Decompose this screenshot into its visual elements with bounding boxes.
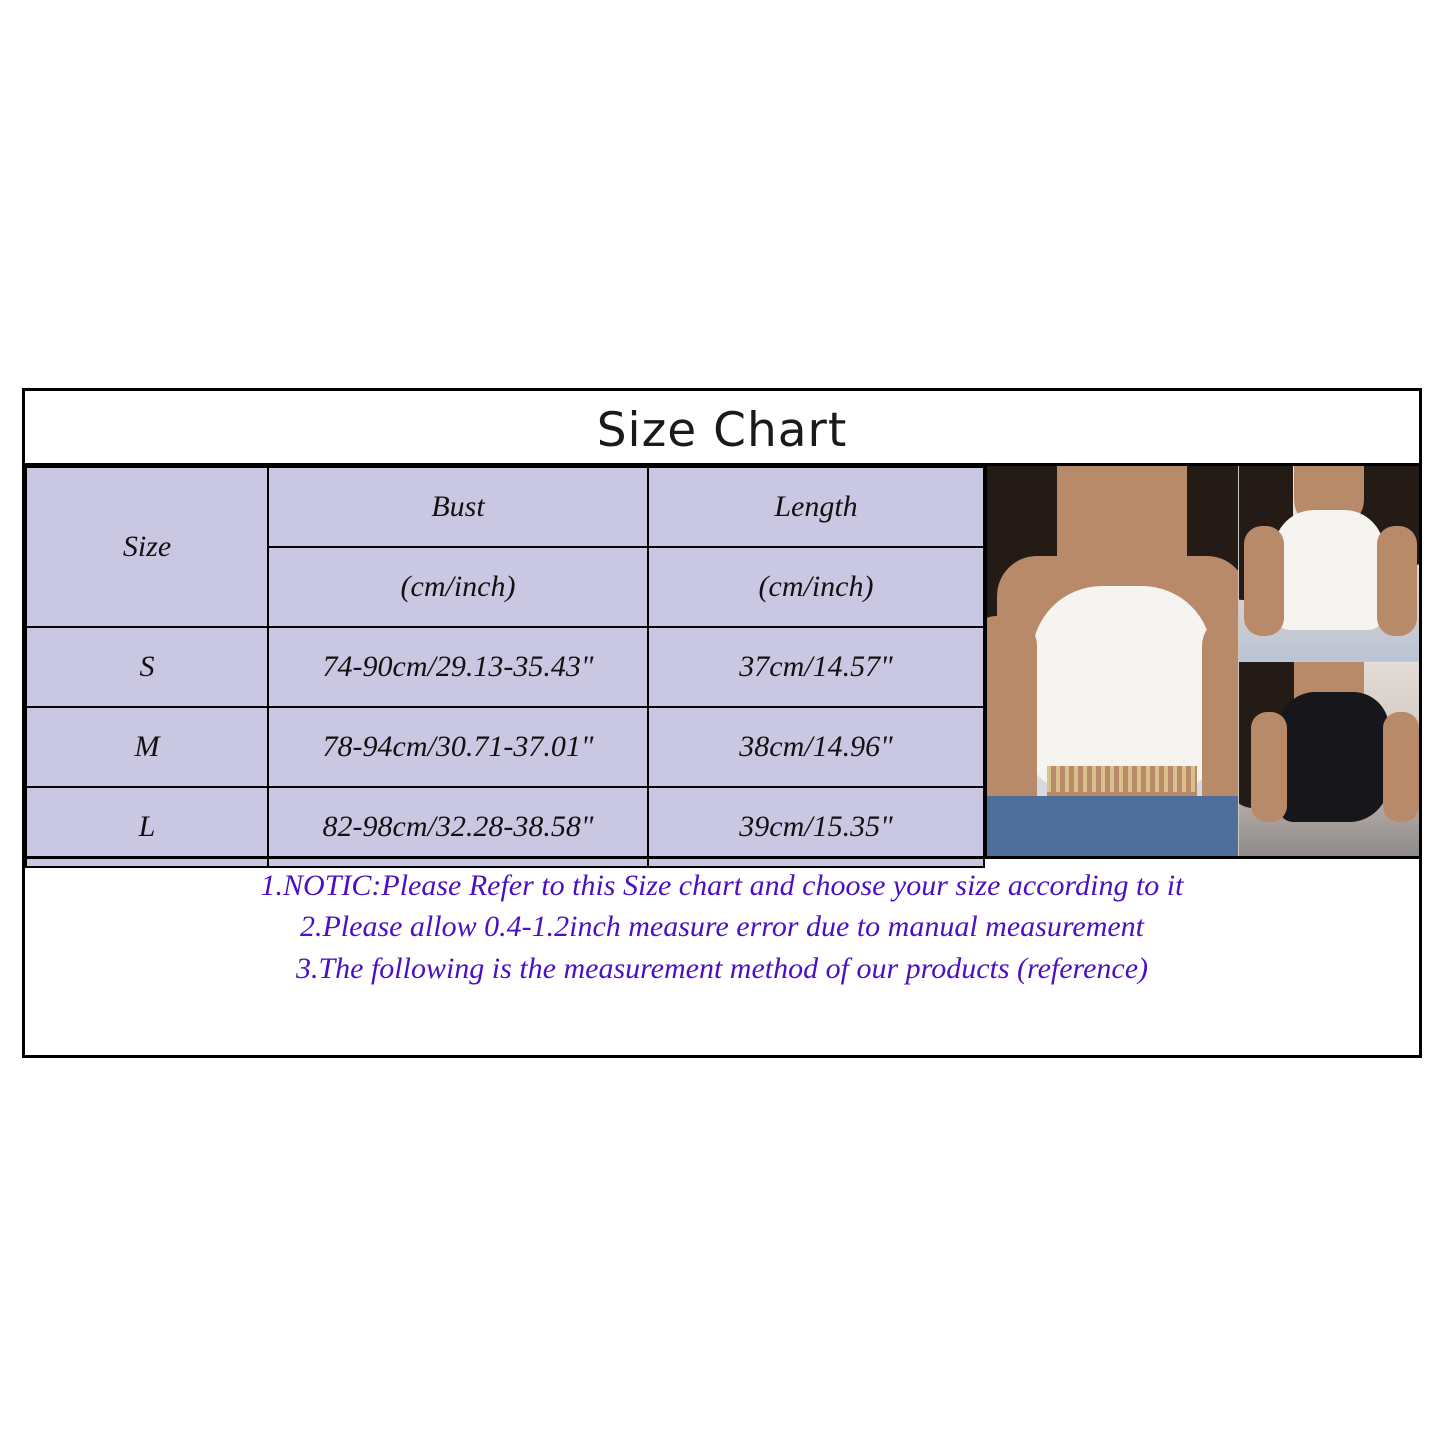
cell-length-s: 37cm/14.57" (648, 627, 984, 707)
product-photo-black-side (1238, 661, 1419, 857)
note-line-3: 3.The following is the measurement method of our products (reference) (295, 951, 1149, 985)
cell-bust-s: 74-90cm/29.13-35.43" (268, 627, 648, 707)
cell-size-l: L (26, 787, 268, 867)
chart-body (25, 463, 1419, 856)
header-length-unit: (cm/inch) (648, 547, 984, 627)
white-top-shape (1032, 586, 1212, 786)
table-row (26, 707, 984, 787)
black-top-shape (1279, 692, 1389, 822)
header-size: Size (26, 467, 268, 627)
white-top-shape (1274, 510, 1384, 630)
product-photos (985, 466, 1419, 856)
cell-size-m: M (26, 707, 268, 787)
header-bust-unit: (cm/inch) (268, 547, 648, 627)
secondary-photos (1238, 466, 1419, 856)
note-line-2: 2.Please allow 0.4-1.2inch measure error due to manual measurement (299, 910, 1145, 944)
cell-bust-m: 78-94cm/30.71-37.01" (268, 707, 648, 787)
cell-length-l: 39cm/15.35" (648, 787, 984, 867)
table-row (26, 627, 984, 707)
left-arm-shape (1244, 526, 1284, 636)
right-arm-shape (1383, 712, 1419, 822)
cell-size-s: S (26, 627, 268, 707)
table-row (26, 787, 984, 867)
right-arm-shape (1377, 526, 1417, 636)
cell-length-m: 38cm/14.96" (648, 707, 984, 787)
page-title: Size Chart (596, 402, 848, 458)
cell-bust-l: 82-98cm/32.28-38.58" (268, 787, 648, 867)
product-photo-front (987, 466, 1238, 856)
product-photo-white-side (1238, 466, 1419, 661)
notes-section (25, 856, 1419, 1055)
size-chart-card (22, 388, 1422, 1058)
note-line-1: 1.NOTIC:Please Refer to this Size chart and choose your size according to it (260, 869, 1184, 902)
body-chain-shape (1047, 766, 1197, 792)
table-header-row-1 (26, 467, 984, 547)
header-bust: Bust (268, 467, 648, 547)
size-table (25, 466, 985, 868)
header-length: Length (648, 467, 984, 547)
jeans-shape (987, 796, 1238, 856)
left-arm-shape (1251, 712, 1287, 822)
